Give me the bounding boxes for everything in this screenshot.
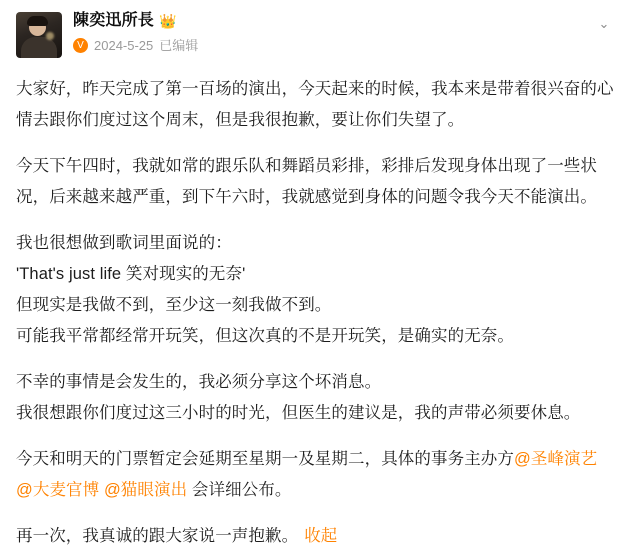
paragraph-4 [16,367,615,429]
paragraph-1 [16,74,615,136]
post-subinfo [73,38,198,53]
paragraph-5-suffix: 会详细公布。 [191,481,292,499]
crown-icon: 👑 [159,13,177,29]
paragraph-3 [16,228,615,352]
mention-link-1[interactable]: @圣峰演艺 [514,450,598,468]
paragraph-2-line-1: 今天下午四时，我就如常的跟乐队和舞蹈员彩排，彩排后发现身体出现了一些状 [16,157,597,175]
paragraph-3-line-3: 但现实是我做不到，至少这一刻我做不到。 [16,296,332,314]
post-content [16,74,615,552]
post-date: 2024-5-25 [94,38,154,53]
edited-label: 已编辑 [159,38,199,53]
paragraph-4-line-1: 不幸的事情是会发生的，我必须分享这个坏消息。 [16,373,382,391]
paragraph-6 [16,521,615,552]
paragraph-3-line-1: 我也很想做到歌词里面说的： [16,234,232,252]
avatar-glint [46,32,54,40]
mention-link-3[interactable]: @猫眼演出 [103,481,188,499]
post-header [16,12,615,58]
author-name[interactable]: 陳奕迅所長 [73,12,155,29]
collapse-button[interactable]: 收起 [304,527,338,545]
avatar-hair [27,16,48,26]
paragraph-1-line-1: 大家好，昨天完成了第一百场的演出，今天起来的时候，我本来是带着很兴奋的心 [16,80,614,98]
paragraph-5-line-1 [16,444,615,475]
avatar-body [21,37,57,58]
paragraph-1-line-2: 情去跟你们度过这个周末，但是我很抱歉，要让你们失望了。 [16,111,465,129]
mention-link-2[interactable]: @大麦官博 [16,481,100,499]
paragraph-3-line-4: 可能我平常都经常开玩笑，但这次真的不是开玩笑，是确实的无奈。 [16,327,514,345]
author-row [73,13,198,29]
paragraph-4-line-2: 我很想跟你们度过这三小时的时光，但医生的建议是，我的声带必须要休息。 [16,404,581,422]
paragraph-5 [16,444,615,506]
paragraph-5-text: 今天和明天的门票暂定会延期至星期一及星期二，具体的事务主办方 [16,450,514,468]
verified-badge-icon: V [73,38,88,53]
paragraph-5-line-2 [16,475,615,506]
paragraph-3-line-2: 'That's just life 笑对现实的无奈' [16,265,246,283]
post-meta [73,12,198,53]
paragraph-6-text: 再一次，我真诚的跟大家说一声抱歉。 [16,527,299,545]
avatar[interactable] [16,12,62,58]
chevron-down-icon[interactable]: ⌄ [598,16,610,31]
paragraph-2-line-2: 况，后来越来越严重，到下午六时，我就感觉到身体的问题令我今天不能演出。 [16,188,597,206]
paragraph-2 [16,151,615,213]
